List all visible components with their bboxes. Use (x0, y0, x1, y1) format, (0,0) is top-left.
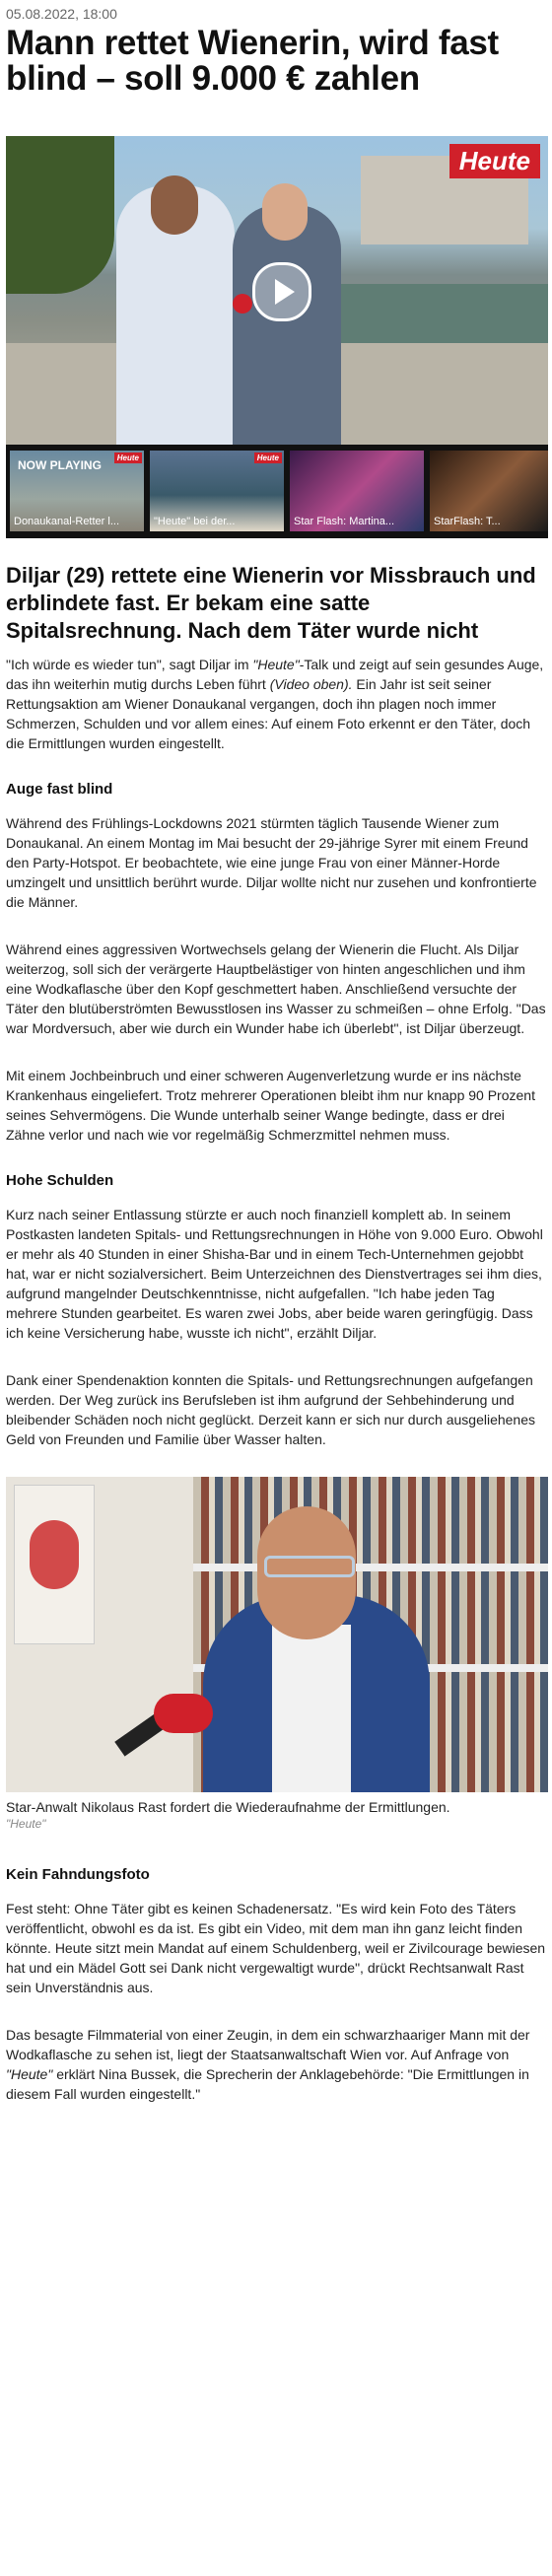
section-heading: Kein Fahndungsfoto (6, 1866, 150, 1883)
heute-logo: Heute (254, 453, 282, 463)
heute-logo: Heute (114, 453, 142, 463)
article-date: 05.08.2022, 18:00 (6, 6, 117, 22)
section-heading: Hohe Schulden (6, 1172, 114, 1189)
now-playing-label: NOW PLAYING (18, 458, 102, 472)
paragraph: Während eines aggressiven Wortwechsels gelang der Wienerin die Flucht. Als Diljar weiterzog, soll sich der verärgerte Hauptbelästiger von hinten angeschlichen und ihm eine Wodkaflasche über den Kopf geschmettert haben. Anschließend versuchte der Täter den blutüberströmten Bewusstlosen ins Wasser zu schmeißen – ohne Erfolg. "Das war Mordversuch, aber wie durch ein Wunder habe ich überlebt", ist Diljar überzeugt. (6, 941, 546, 1036)
photo-shelf-board (193, 1564, 548, 1571)
paragraph: Mit einem Jochbeinbruch und einer schweren Augenverletzung wurde er ins nächste Krankenhaus eingeliefert. Trotz mehrerer Operationen bleibt ihm nur knapp 90 Prozent seines Sehvermögens. Die Wunde unterhalb seiner Wange bedingte, dass er drei Zähne verlor und nach wie vor regelmäßig Schmerzmittel nehmen muss. (6, 1068, 535, 1143)
paragraph: Kurz nach seiner Entlassung stürzte er auch noch finanziell komplett ab. In seinem Postkasten landeten Spitals- und Rettungsrechnungen in Höhe von 9.000 Euro. Obwohl er mehr als 40 Stunden in einer Shisha-Bar und in einem Tech-Unternehmen gejobbt hat, war er nicht sozialversichert. Beim Unterzeichnen des Dienstvertrages sei ihm dies, aufgrund mangelnder Deutschkenntnisse, nicht aufgefallen. "Ich habe jeden Tag mehrere Stunden gearbeitet. Es waren zwei Jobs, aber beide waren geringfügig. Dass ich keine Versicherung habe, wusste ich nicht", erzählt Diljar. (6, 1207, 543, 1341)
paragraph: Während des Frühlings-Lockdowns 2021 stürmten täglich Tausende Wiener zum Donaukanal. An einem Montag im Mai besucht der 29-jährige Syrer mit einem Freund den Party-Hotspot. Er beobachtete, wie eine junge Frau von einer Männer-Horde umzingelt und unsittlich berührt wurde. Diljar wollte nicht nur zusehen und konfrontierte die Männer. (6, 815, 537, 910)
video-person-interviewee (116, 185, 235, 445)
paragraph: Das besagte Filmmaterial von einer Zeugin, in dem ein schwarzhaariger Mann mit der Wodkaflasche zu sehen ist, liegt der Staatsanwaltschaft Wien vor. Auf Anfrage von "Heute" erklärt Nina Bussek, die Sprecherin der Anklagebehörde: "Die Ermittlungen in diesem Fall wurden eingestellt." (6, 2027, 530, 2102)
photo-credit: "Heute" (6, 1817, 46, 1831)
photo-artwork (14, 1485, 95, 1644)
playlist-item[interactable] (290, 451, 424, 531)
article-title: Mann rettet Wienerin, wird fast blind – soll 9.000 € zahlen (6, 24, 499, 98)
video-player[interactable] (6, 136, 548, 445)
playlist-item-title: Star Flash: Martina... (294, 516, 395, 527)
paragraph: Dank einer Spendenaktion konnten die Spitals- und Rettungsrechnungen aufgefangen werden. Der Weg zurück ins Berufsleben ist ihm aufgrund der Sehbehinderung und bleibender Schäden noch nicht geglückt. Derzeit kann er sich nur durch ausgeliehenes Geld von Freunden und Familie über Wasser halten. (6, 1372, 536, 1447)
playlist-item-title: "Heute" bei der... (154, 516, 236, 527)
section-heading: Auge fast blind (6, 781, 113, 798)
playlist-item-title: StarFlash: T... (434, 516, 501, 527)
paragraph: "Ich würde es wieder tun", sagt Diljar im "Heute"-Talk und zeigt auf sein gesundes Auge, das ihn weiterhin mutig durchs Leben führt (Video oben). Ein Jahr ist seit seiner Rettungsaktion am Wiener Donaukanal vergangen, doch ihn plagen noch immer Schmerzen, Schulden und vor allem eines: Auf einem Foto erkennt er den Täter, doch die Ermittlungen wurden eingestellt. (6, 657, 544, 751)
heute-logo: Heute (449, 144, 540, 178)
photo-caption: Star-Anwalt Nikolaus Rast fordert die Wiederaufnahme der Ermittlungen. (6, 1799, 450, 1815)
microphone-icon (233, 294, 252, 313)
video-playlist (6, 445, 548, 538)
playlist-item-title: Donaukanal-Retter l... (14, 516, 119, 527)
playlist-item[interactable] (430, 451, 548, 531)
paragraph: Fest steht: Ohne Täter gibt es keinen Schadenersatz. "Es wird kein Foto des Täters veröffentlicht, obwohl es da ist. Es gibt ein Video, mit dem man ihn ganz leicht finden könnte. Heute sitzt mein Mandat auf einem Schuldenberg, weil er Zivilcourage bewiesen hat und ein Mädel Gott sei Dank nicht vergewaltigt wurde", drückt Rechtsanwalt Rast sein Unverständnis aus. (6, 1901, 546, 1995)
article-lead: Diljar (29) rettete eine Wienerin vor Missbrauch und erblindete fast. Er bekam eine satte Spitalsrechnung. Nach dem Täter wurde nicht (6, 563, 536, 643)
play-icon[interactable] (252, 262, 311, 321)
video-bg-tree (6, 136, 114, 294)
microphone-icon (154, 1694, 213, 1733)
article-photo[interactable] (6, 1477, 548, 1792)
video-person-reporter (233, 205, 341, 445)
photo-person-shirt (272, 1625, 351, 1792)
playlist-item[interactable] (10, 451, 144, 531)
glasses-icon (264, 1556, 355, 1577)
playlist-item[interactable] (150, 451, 284, 531)
